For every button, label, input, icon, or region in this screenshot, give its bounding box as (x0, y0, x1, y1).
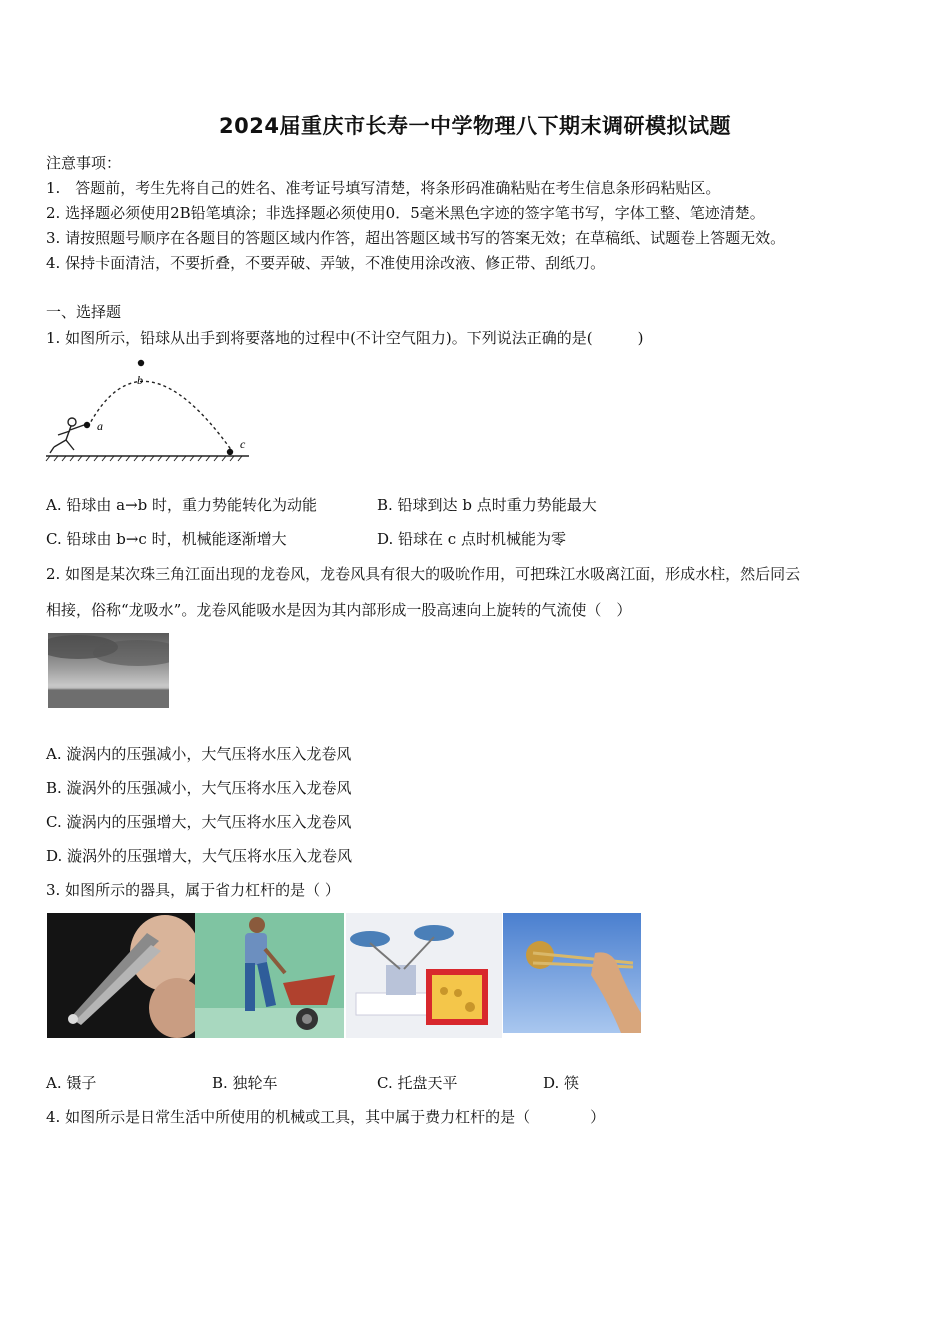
notice-item: 2. 选择题必须使用2B铅笔填涂；非选择题必须使用0．5毫米黑色字迹的签字笔书写，字体工整、笔迹清楚。 (46, 204, 765, 222)
point-c (227, 449, 233, 455)
q1-option-b: B. 铅球到达 b 点时重力势能最大 (377, 496, 597, 514)
trajectory-curve (88, 381, 232, 451)
notice-item: 3. 请按照题号顺序在各题目的答题区域内作答，超出答题区域书写的答案无效；在草稿纸、试题卷上答题无效。 (46, 229, 786, 247)
chopsticks-photo (503, 913, 641, 1033)
point-a (84, 422, 90, 428)
section-heading: 一、选择题 (46, 303, 122, 321)
q3-option-c: C. 托盘天平 (377, 1074, 458, 1092)
balance-scale-photo (346, 913, 502, 1038)
point-b (138, 360, 144, 366)
label-c: c (240, 437, 246, 451)
question-4-stem: 4. 如图所示是日常生活中所使用的机械或工具，其中属于费力杠杆的是（ ） (46, 1108, 606, 1126)
page-title: 2024届重庆市长寿一中学物理八下期末调研模拟试题 (219, 114, 731, 138)
notice-item: 1. 答题前，考生先将自己的姓名、准考证号填写清楚，将条形码准确粘贴在考生信息条形码粘贴区。 (46, 179, 721, 197)
q1-option-d: D. 铅球在 c 点时机械能为零 (377, 530, 566, 548)
q2-option-a: A. 漩涡内的压强减小，大气压将水压入龙卷风 (46, 745, 352, 763)
q3-option-d: D. 筷 (543, 1074, 580, 1092)
label-b: b (137, 373, 143, 387)
q3-option-a: A. 镊子 (46, 1074, 97, 1092)
notice-heading: 注意事项： (46, 154, 122, 172)
question-2-stem-line1: 2. 如图是某次珠三角江面出现的龙卷风，龙卷风具有很大的吸吮作用，可把珠江水吸离江面，形成水柱，然后同云 (46, 565, 801, 583)
q3-option-b: B. 独轮车 (212, 1074, 278, 1092)
q1-option-c: C. 铅球由 b→c 时，机械能逐渐增大 (46, 530, 287, 548)
ground-hatching (46, 456, 242, 461)
athlete-figure (50, 418, 84, 453)
notice-item: 4. 保持卡面清洁，不要折叠，不要弄破、弄皱，不准使用涂改液、修正带、刮纸刀。 (46, 254, 606, 272)
question-1-stem: 1. 如图所示，铅球从出手到将要落地的过程中(不计空气阻力)。下列说法正确的是( ) (46, 329, 644, 347)
q1-option-a: A. 铅球由 a→b 时，重力势能转化为动能 (46, 496, 318, 514)
q2-option-d: D. 漩涡外的压强增大，大气压将水压入龙卷风 (46, 847, 353, 865)
waterspout-photo (48, 633, 169, 708)
shot-put-diagram (44, 355, 254, 465)
question-3-stem: 3. 如图所示的器具，属于省力杠杆的是（ ） (46, 881, 340, 899)
tweezers-photo (47, 913, 195, 1038)
wheelbarrow-photo (195, 913, 344, 1038)
q2-option-b: B. 漩涡外的压强减小，大气压将水压入龙卷风 (46, 779, 352, 797)
question-2-stem-line2: 相接，俗称“龙吸水”。龙卷风能吸水是因为其内部形成一股高速向上旋转的气流使（ ） (46, 601, 632, 619)
q2-option-c: C. 漩涡内的压强增大，大气压将水压入龙卷风 (46, 813, 352, 831)
label-a: a (97, 419, 103, 433)
